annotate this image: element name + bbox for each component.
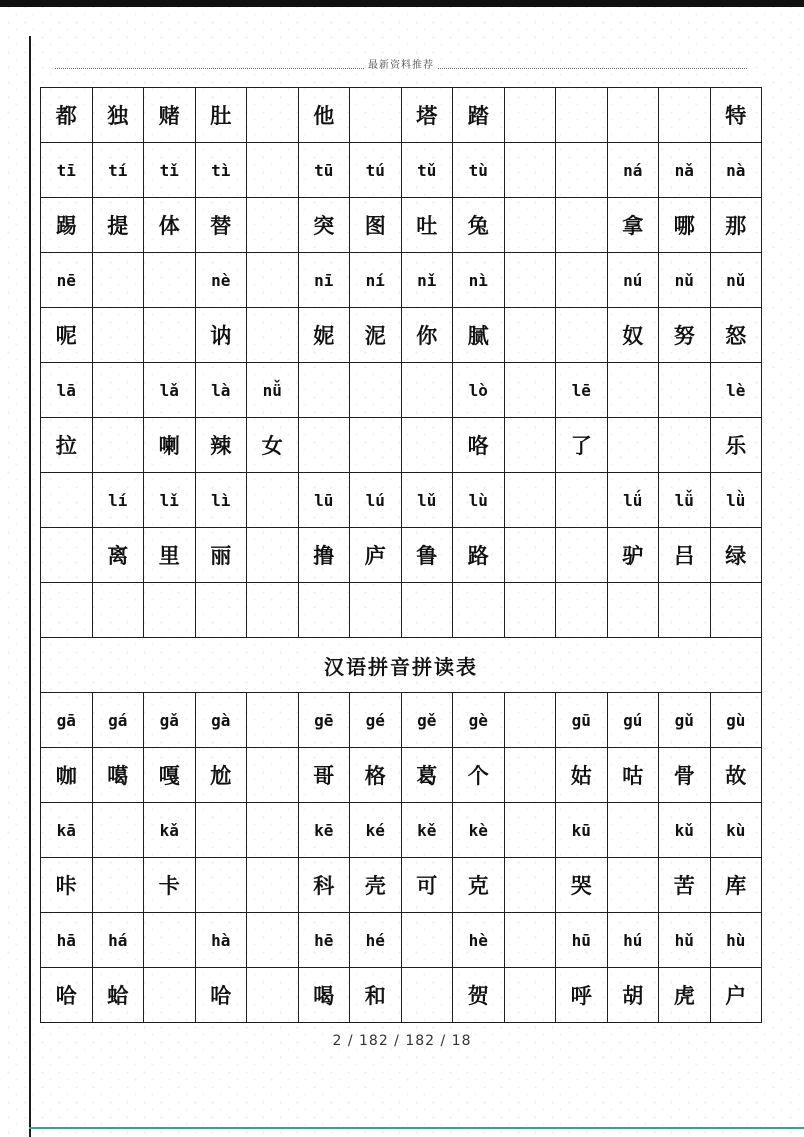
hanzi-cell: 和	[350, 968, 402, 1023]
pinyin-cell	[247, 693, 299, 748]
hanzi-cell	[247, 858, 299, 913]
hanzi-cell	[607, 88, 659, 143]
empty-cell	[401, 583, 453, 638]
pinyin-cell: lì	[195, 473, 247, 528]
table-row	[41, 88, 762, 143]
pinyin-cell: tù	[453, 143, 505, 198]
header-dotted-line-right	[438, 67, 747, 69]
hanzi-cell	[144, 308, 196, 363]
table-row	[41, 308, 762, 363]
pinyin-cell: tǔ	[401, 143, 453, 198]
hanzi-cell: 咖	[41, 748, 93, 803]
table-row	[41, 968, 762, 1023]
pinyin-cell: lǚ	[659, 473, 711, 528]
table-row	[41, 913, 762, 968]
hanzi-cell: 踢	[41, 198, 93, 253]
pinyin-cell: gū	[556, 693, 608, 748]
hanzi-cell: 丽	[195, 528, 247, 583]
hanzi-cell: 里	[144, 528, 196, 583]
table-row	[41, 803, 762, 858]
table-row	[41, 858, 762, 913]
pinyin-cell: hū	[556, 913, 608, 968]
table-row	[41, 473, 762, 528]
pinyin-cell: hà	[195, 913, 247, 968]
hanzi-cell: 库	[710, 858, 762, 913]
hanzi-cell: 他	[298, 88, 350, 143]
empty-cell	[195, 583, 247, 638]
hanzi-cell: 拿	[607, 198, 659, 253]
hanzi-cell	[247, 968, 299, 1023]
hanzi-cell: 都	[41, 88, 93, 143]
pinyin-cell	[556, 473, 608, 528]
pinyin-cell: tǐ	[144, 143, 196, 198]
hanzi-cell	[504, 308, 556, 363]
pinyin-cell	[504, 803, 556, 858]
hanzi-cell: 壳	[350, 858, 402, 913]
pinyin-cell: hù	[710, 913, 762, 968]
pinyin-cell	[144, 253, 196, 308]
pinyin-cell	[556, 143, 608, 198]
hanzi-cell: 辣	[195, 418, 247, 473]
hanzi-cell: 妮	[298, 308, 350, 363]
hanzi-cell: 户	[710, 968, 762, 1023]
hanzi-cell: 尬	[195, 748, 247, 803]
hanzi-cell: 葛	[401, 748, 453, 803]
empty-cell	[92, 583, 144, 638]
hanzi-cell: 蛤	[92, 968, 144, 1023]
hanzi-cell	[92, 858, 144, 913]
hanzi-cell: 克	[453, 858, 505, 913]
hanzi-cell: 庐	[350, 528, 402, 583]
pinyin-cell	[556, 253, 608, 308]
hanzi-cell: 替	[195, 198, 247, 253]
hanzi-cell: 鲁	[401, 528, 453, 583]
empty-cell	[710, 583, 762, 638]
empty-cell	[144, 583, 196, 638]
hanzi-cell	[41, 528, 93, 583]
pinyin-cell: ní	[350, 253, 402, 308]
hanzi-cell: 肚	[195, 88, 247, 143]
pinyin-cell: gú	[607, 693, 659, 748]
pinyin-cell: gǔ	[659, 693, 711, 748]
hanzi-cell: 绿	[710, 528, 762, 583]
hanzi-cell: 故	[710, 748, 762, 803]
pinyin-cell: gā	[41, 693, 93, 748]
pinyin-cell: tū	[298, 143, 350, 198]
hanzi-cell	[247, 308, 299, 363]
hanzi-cell: 怒	[710, 308, 762, 363]
pinyin-cell: kù	[710, 803, 762, 858]
header-dotted-line-left	[55, 67, 364, 69]
hanzi-cell	[607, 858, 659, 913]
hanzi-cell: 哥	[298, 748, 350, 803]
hanzi-cell	[607, 418, 659, 473]
pinyin-table-container	[40, 87, 762, 1023]
hanzi-cell: 独	[92, 88, 144, 143]
pinyin-cell: hè	[453, 913, 505, 968]
empty-cell	[298, 583, 350, 638]
pinyin-cell: nǔ	[659, 253, 711, 308]
hanzi-cell: 体	[144, 198, 196, 253]
table-row	[41, 638, 762, 693]
hanzi-cell	[504, 418, 556, 473]
pinyin-cell: kě	[401, 803, 453, 858]
pinyin-table	[40, 87, 762, 1023]
pinyin-cell	[401, 363, 453, 418]
hanzi-cell: 撸	[298, 528, 350, 583]
pinyin-cell: lí	[92, 473, 144, 528]
hanzi-cell: 兔	[453, 198, 505, 253]
hanzi-cell: 虎	[659, 968, 711, 1023]
table-row	[41, 418, 762, 473]
hanzi-cell: 嘎	[144, 748, 196, 803]
pinyin-cell: tí	[92, 143, 144, 198]
hanzi-cell: 胡	[607, 968, 659, 1023]
pinyin-cell	[504, 913, 556, 968]
hanzi-cell: 腻	[453, 308, 505, 363]
hanzi-cell: 驴	[607, 528, 659, 583]
hanzi-cell	[504, 858, 556, 913]
pinyin-cell: gù	[710, 693, 762, 748]
hanzi-cell: 泥	[350, 308, 402, 363]
hanzi-cell: 突	[298, 198, 350, 253]
pinyin-cell: lè	[710, 363, 762, 418]
hanzi-cell	[556, 528, 608, 583]
hanzi-cell: 哈	[41, 968, 93, 1023]
pinyin-cell	[92, 253, 144, 308]
hanzi-cell: 呢	[41, 308, 93, 363]
pinyin-cell: lǔ	[401, 473, 453, 528]
empty-cell	[504, 583, 556, 638]
hanzi-cell: 讷	[195, 308, 247, 363]
table-row	[41, 253, 762, 308]
table-row	[41, 143, 762, 198]
hanzi-cell	[298, 418, 350, 473]
pinyin-cell	[92, 363, 144, 418]
hanzi-cell	[195, 858, 247, 913]
hanzi-cell: 赌	[144, 88, 196, 143]
table-row	[41, 363, 762, 418]
hanzi-cell	[247, 198, 299, 253]
pinyin-cell	[504, 143, 556, 198]
pinyin-cell: hǔ	[659, 913, 711, 968]
pinyin-cell: lǜ	[710, 473, 762, 528]
hanzi-cell: 拉	[41, 418, 93, 473]
page-footer: 2 / 182 / 182 / 18	[332, 1033, 472, 1049]
hanzi-cell: 骨	[659, 748, 711, 803]
pinyin-cell: lǘ	[607, 473, 659, 528]
pinyin-cell	[247, 913, 299, 968]
pinyin-cell: há	[92, 913, 144, 968]
hanzi-cell: 呼	[556, 968, 608, 1023]
pinyin-cell	[247, 803, 299, 858]
pinyin-cell: lē	[556, 363, 608, 418]
pinyin-cell: nú	[607, 253, 659, 308]
hanzi-cell	[247, 748, 299, 803]
hanzi-cell: 那	[710, 198, 762, 253]
pinyin-cell	[504, 253, 556, 308]
pinyin-cell: lū	[298, 473, 350, 528]
hanzi-cell: 咔	[41, 858, 93, 913]
table-row	[41, 748, 762, 803]
top-border-bar	[0, 0, 804, 7]
pinyin-cell: lù	[453, 473, 505, 528]
pinyin-cell: hā	[41, 913, 93, 968]
table-row	[41, 583, 762, 638]
hanzi-cell: 咯	[453, 418, 505, 473]
pinyin-cell: hé	[350, 913, 402, 968]
pinyin-cell: tì	[195, 143, 247, 198]
pinyin-cell: tú	[350, 143, 402, 198]
pinyin-cell: kǎ	[144, 803, 196, 858]
pinyin-cell: gá	[92, 693, 144, 748]
pinyin-cell: nī	[298, 253, 350, 308]
hanzi-cell: 卡	[144, 858, 196, 913]
pinyin-cell: lú	[350, 473, 402, 528]
hanzi-cell: 努	[659, 308, 711, 363]
hanzi-cell: 贺	[453, 968, 505, 1023]
hanzi-cell	[92, 418, 144, 473]
hanzi-cell	[504, 198, 556, 253]
empty-cell	[607, 583, 659, 638]
hanzi-cell: 哭	[556, 858, 608, 913]
hanzi-cell	[659, 88, 711, 143]
pinyin-cell: kē	[298, 803, 350, 858]
hanzi-cell: 格	[350, 748, 402, 803]
hanzi-cell: 哪	[659, 198, 711, 253]
pinyin-cell: gè	[453, 693, 505, 748]
empty-cell	[41, 583, 93, 638]
pinyin-cell: nǚ	[247, 363, 299, 418]
pinyin-cell	[247, 143, 299, 198]
pinyin-cell	[401, 913, 453, 968]
hanzi-cell: 女	[247, 418, 299, 473]
empty-cell	[453, 583, 505, 638]
hanzi-cell	[401, 968, 453, 1023]
hanzi-cell	[504, 528, 556, 583]
empty-cell	[556, 583, 608, 638]
table-title: 汉语拼音拼读表	[41, 638, 762, 693]
pinyin-cell: tī	[41, 143, 93, 198]
pinyin-cell	[92, 803, 144, 858]
hanzi-cell: 苦	[659, 858, 711, 913]
pinyin-cell: ké	[350, 803, 402, 858]
hanzi-cell	[401, 418, 453, 473]
pinyin-cell: kū	[556, 803, 608, 858]
hanzi-cell: 噶	[92, 748, 144, 803]
hanzi-cell	[556, 198, 608, 253]
pinyin-cell: gà	[195, 693, 247, 748]
hanzi-cell: 吕	[659, 528, 711, 583]
pinyin-cell: nē	[41, 253, 93, 308]
hanzi-cell: 路	[453, 528, 505, 583]
hanzi-cell: 科	[298, 858, 350, 913]
hanzi-cell: 姑	[556, 748, 608, 803]
table-row	[41, 528, 762, 583]
pinyin-cell: ná	[607, 143, 659, 198]
hanzi-cell	[144, 968, 196, 1023]
pinyin-cell: nì	[453, 253, 505, 308]
empty-cell	[350, 583, 402, 638]
pinyin-cell	[607, 803, 659, 858]
pinyin-cell	[41, 473, 93, 528]
table-row	[41, 198, 762, 253]
pinyin-cell	[607, 363, 659, 418]
header-note-row	[55, 56, 747, 71]
hanzi-cell: 了	[556, 418, 608, 473]
left-margin-rule	[29, 36, 31, 1137]
hanzi-cell	[556, 88, 608, 143]
hanzi-cell: 喇	[144, 418, 196, 473]
pinyin-cell: nǔ	[710, 253, 762, 308]
empty-cell	[659, 583, 711, 638]
hanzi-cell: 你	[401, 308, 453, 363]
hanzi-cell: 吐	[401, 198, 453, 253]
pinyin-cell	[504, 473, 556, 528]
hanzi-cell: 图	[350, 198, 402, 253]
hanzi-cell	[92, 308, 144, 363]
pinyin-cell: nà	[710, 143, 762, 198]
pinyin-cell	[144, 913, 196, 968]
hanzi-cell	[350, 88, 402, 143]
pinyin-cell: nǐ	[401, 253, 453, 308]
hanzi-cell: 提	[92, 198, 144, 253]
hanzi-cell	[247, 528, 299, 583]
hanzi-cell: 个	[453, 748, 505, 803]
pinyin-cell	[350, 363, 402, 418]
pinyin-cell: hē	[298, 913, 350, 968]
hanzi-cell	[350, 418, 402, 473]
pinyin-cell: lā	[41, 363, 93, 418]
pinyin-cell: kā	[41, 803, 93, 858]
pinyin-cell	[247, 253, 299, 308]
hanzi-cell	[504, 88, 556, 143]
hanzi-cell	[556, 308, 608, 363]
pinyin-cell	[504, 363, 556, 418]
hanzi-cell	[504, 748, 556, 803]
hanzi-cell: 哈	[195, 968, 247, 1023]
hanzi-cell: 特	[710, 88, 762, 143]
hanzi-cell: 奴	[607, 308, 659, 363]
pinyin-cell: gé	[350, 693, 402, 748]
pinyin-cell: lǐ	[144, 473, 196, 528]
pinyin-cell: nǎ	[659, 143, 711, 198]
hanzi-cell: 离	[92, 528, 144, 583]
pinyin-cell: là	[195, 363, 247, 418]
pinyin-cell: gě	[401, 693, 453, 748]
hanzi-cell	[659, 418, 711, 473]
pinyin-cell: gǎ	[144, 693, 196, 748]
pinyin-cell	[504, 693, 556, 748]
pinyin-cell: kǔ	[659, 803, 711, 858]
pinyin-cell: hú	[607, 913, 659, 968]
hanzi-cell: 喝	[298, 968, 350, 1023]
pinyin-cell: gē	[298, 693, 350, 748]
hanzi-cell: 塔	[401, 88, 453, 143]
pinyin-cell	[247, 473, 299, 528]
bottom-accent-rule	[29, 1127, 804, 1129]
hanzi-cell: 踏	[453, 88, 505, 143]
pinyin-cell: kè	[453, 803, 505, 858]
hanzi-cell: 乐	[710, 418, 762, 473]
pinyin-cell	[298, 363, 350, 418]
table-row	[41, 693, 762, 748]
header-note: 最新资料推荐	[368, 60, 434, 71]
pinyin-cell	[659, 363, 711, 418]
pinyin-cell	[195, 803, 247, 858]
empty-cell	[247, 583, 299, 638]
hanzi-cell	[504, 968, 556, 1023]
pinyin-cell: lǎ	[144, 363, 196, 418]
hanzi-cell: 咕	[607, 748, 659, 803]
hanzi-cell	[247, 88, 299, 143]
pinyin-cell: nè	[195, 253, 247, 308]
hanzi-cell: 可	[401, 858, 453, 913]
pinyin-cell: lò	[453, 363, 505, 418]
